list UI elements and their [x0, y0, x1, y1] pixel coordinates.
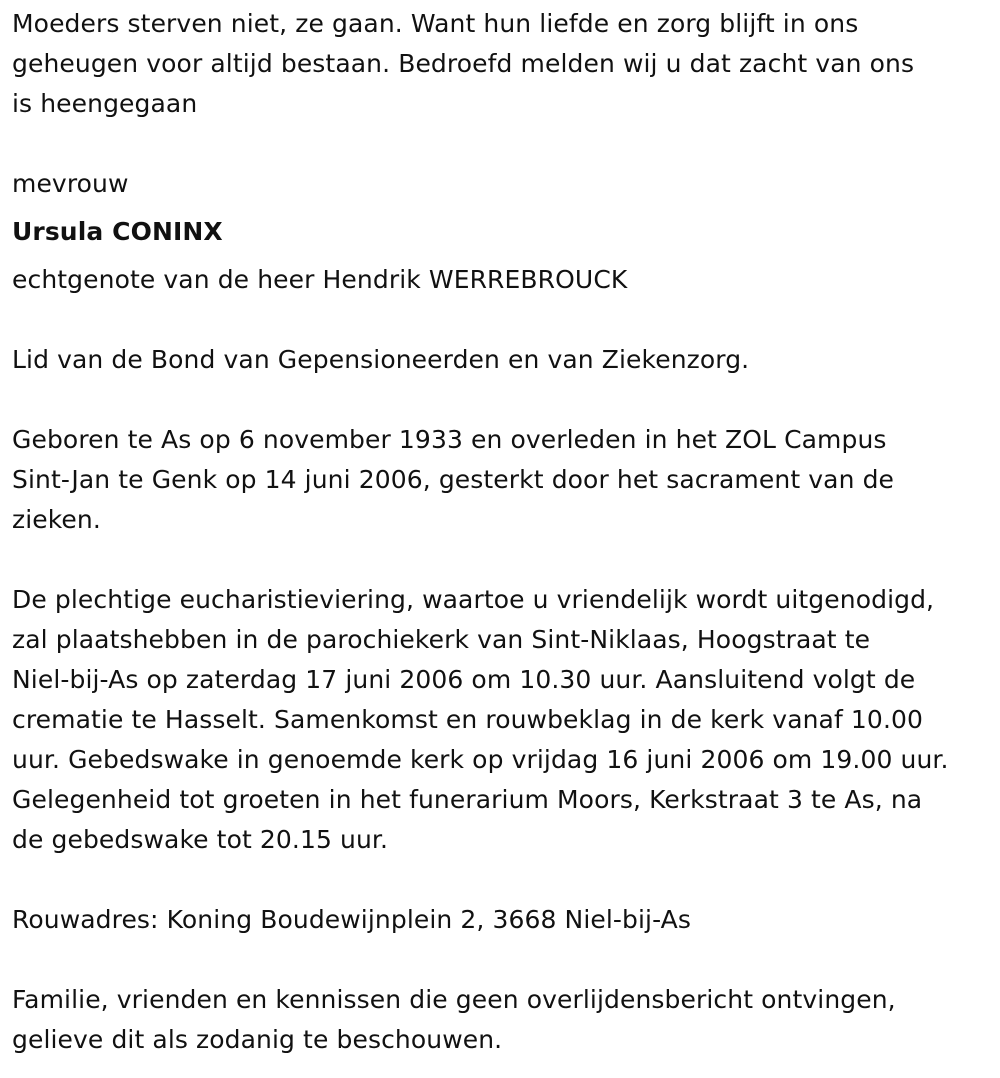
birth-line: zieken. — [12, 505, 101, 534]
spacer — [12, 204, 992, 212]
intro-line: is heengegaan — [12, 89, 198, 118]
service-paragraph — [12, 580, 992, 860]
spouse-line: echtgenote van de heer Hendrik WERREBROUCK — [12, 265, 628, 294]
birth-line: Geboren te As op 6 november 1933 en overleden in het ZOL Campus — [12, 425, 887, 454]
deceased-name: Ursula CONINX — [12, 217, 223, 246]
service-line: Niel-bij-As op zaterdag 17 juni 2006 om 10.30 uur. Aansluitend volgt de — [12, 665, 916, 694]
closing-paragraph — [12, 980, 992, 1060]
spacer — [12, 124, 992, 164]
salutation: mevrouw — [12, 169, 129, 198]
spacer — [12, 940, 992, 980]
birth-paragraph — [12, 420, 992, 540]
birth-line: Sint-Jan te Genk op 14 juni 2006, gesterkt door het sacrament van de — [12, 465, 895, 494]
intro-paragraph — [12, 4, 992, 124]
membership-line: Lid van de Bond van Gepensioneerden en van Ziekenzorg. — [12, 345, 750, 374]
spacer — [12, 540, 992, 580]
intro-line: geheugen voor altijd bestaan. Bedroefd melden wij u dat zacht van ons — [12, 49, 915, 78]
mourning-address: Rouwadres: Koning Boudewijnplein 2, 3668 Niel-bij-As — [12, 905, 692, 934]
service-line: de gebedswake tot 20.15 uur. — [12, 825, 389, 854]
spacer — [12, 252, 992, 260]
spacer — [12, 860, 992, 900]
service-line: crematie te Hasselt. Samenkomst en rouwbeklag in de kerk vanaf 10.00 — [12, 705, 923, 734]
service-line: Gelegenheid tot groeten in het funerarium Moors, Kerkstraat 3 te As, na — [12, 785, 923, 814]
spacer — [12, 300, 992, 340]
service-line: De plechtige eucharistieviering, waartoe u vriendelijk wordt uitgenodigd, — [12, 585, 935, 614]
death-notice — [12, 4, 992, 1060]
spacer — [12, 380, 992, 420]
service-line: uur. Gebedswake in genoemde kerk op vrijdag 16 juni 2006 om 19.00 uur. — [12, 745, 949, 774]
closing-line: gelieve dit als zodanig te beschouwen. — [12, 1025, 503, 1054]
service-line: zal plaatshebben in de parochiekerk van Sint-Niklaas, Hoogstraat te — [12, 625, 871, 654]
closing-line: Familie, vrienden en kennissen die geen overlijdensbericht ontvingen, — [12, 985, 896, 1014]
intro-line: Moeders sterven niet, ze gaan. Want hun liefde en zorg blijft in ons — [12, 9, 859, 38]
